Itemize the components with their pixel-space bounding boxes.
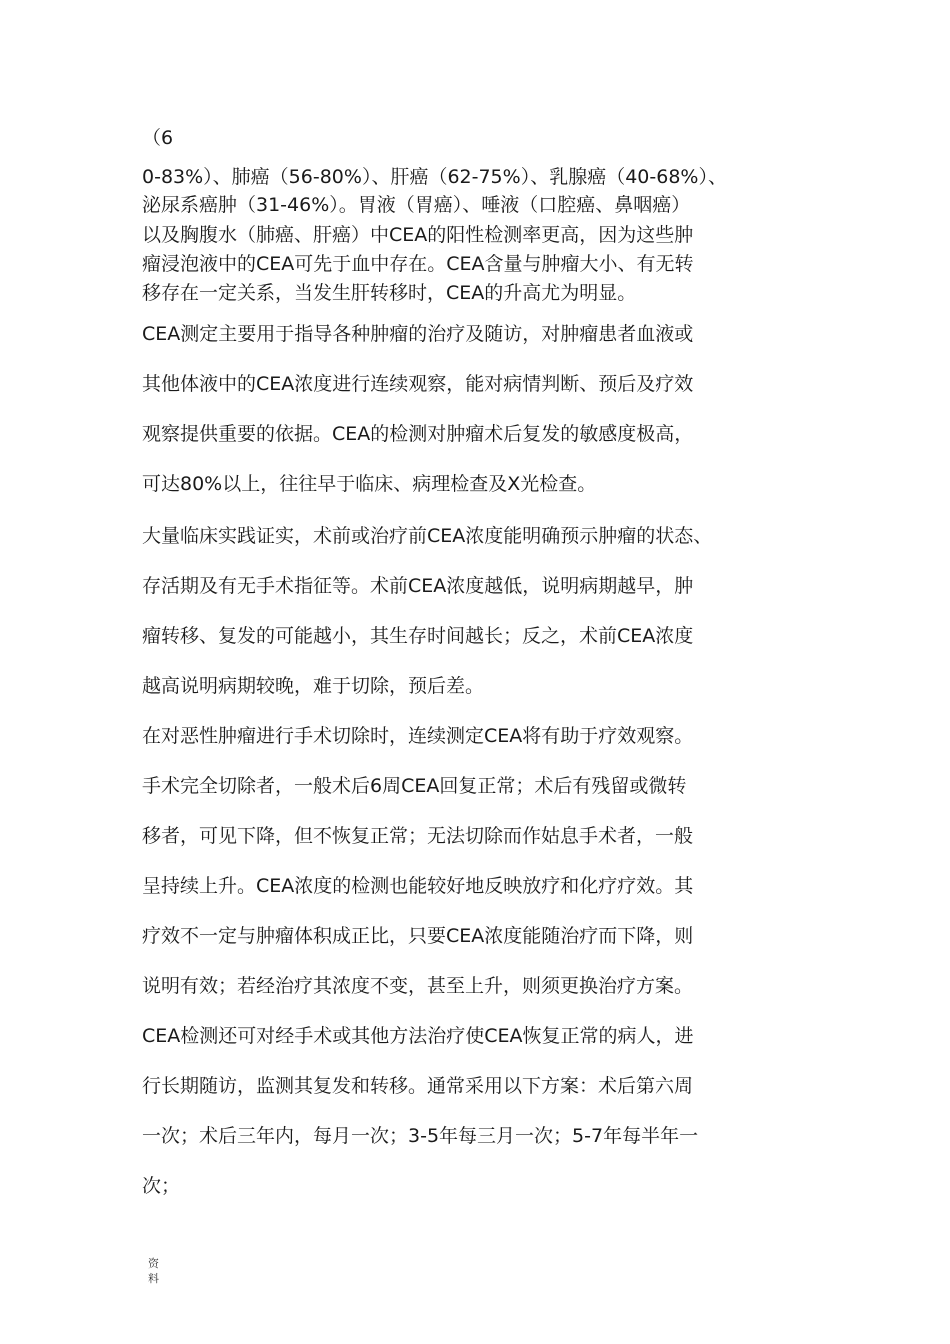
text-line: 观察提供重要的依据。CEA的检测对肿瘤术后复发的敏感度极高， [142,423,694,445]
text-line: 呈持续上升。CEA浓度的检测也能较好地反映放疗和化疗疗效。其 [142,875,694,897]
text-line: 越高说明病期较晚，难于切除，预后差。 [142,675,485,697]
text-line: 0-83%）、肺癌（56-80%）、肝癌（62-75%）、乳腺癌（40-68%）、 [142,166,727,188]
text-line: 一次；术后三年内，每月一次；3-5年每三月一次；5-7年每半年一 [142,1125,699,1147]
text-line: 存活期及有无手术指征等。术前CEA浓度越低，说明病期越早，肿 [142,575,694,597]
text-line: 瘤转移、复发的可能越小，其生存时间越长；反之，术前CEA浓度 [142,625,694,647]
text-line: 疗效不一定与肿瘤体积成正比，只要CEA浓度能随治疗而下降，则 [142,925,694,947]
text-line: 瘤浸泡液中的CEA可先于血中存在。CEA含量与肿瘤大小、有无转 [142,253,694,275]
text-line: 其他体液中的CEA浓度进行连续观察，能对病情判断、预后及疗效 [142,373,694,395]
text-line: 行长期随访，监测其复发和转移。通常采用以下方案：术后第六周 [142,1075,694,1097]
text-line: 移存在一定关系，当发生肝转移时，CEA的升高尤为明显。 [142,282,637,304]
text-line: 在对恶性肿瘤进行手术切除时，连续测定CEA将有助于疗效观察。 [142,725,694,747]
text-line: 移者，可见下降，但不恢复正常；无法切除而作姑息手术者，一般 [142,825,694,847]
text-line: 手术完全切除者，一般术后6周CEA回复正常；术后有残留或微转 [142,775,687,797]
text-line: CEA检测还可对经手术或其他方法治疗使CEA恢复正常的病人，进 [142,1025,694,1047]
text-line: CEA测定主要用于指导各种肿瘤的治疗及随访，对肿瘤患者血液或 [142,323,694,345]
text-line: 泌尿系癌肿（31-46%）。胃液（胃癌）、唾液（口腔癌、鼻咽癌） [142,194,691,216]
text-line: 可达80%以上，往往早于临床、病理检查及X光检查。 [142,473,597,495]
text-line: 说明有效；若经治疗其浓度不变，甚至上升，则须更换治疗方案。 [142,975,694,997]
footer-char: 料 [148,1272,159,1285]
text-line: 大量临床实践证实，术前或治疗前CEA浓度能明确预示肿瘤的状态、 [142,525,713,547]
text-line: （6 [142,127,174,149]
page-footer [148,1256,162,1286]
text-line: 以及胸腹水（肺癌、肝癌）中CEA的阳性检测率更高，因为这些肿 [142,224,694,246]
footer-char: 资 [148,1257,159,1270]
text-line: 次； [142,1175,181,1197]
